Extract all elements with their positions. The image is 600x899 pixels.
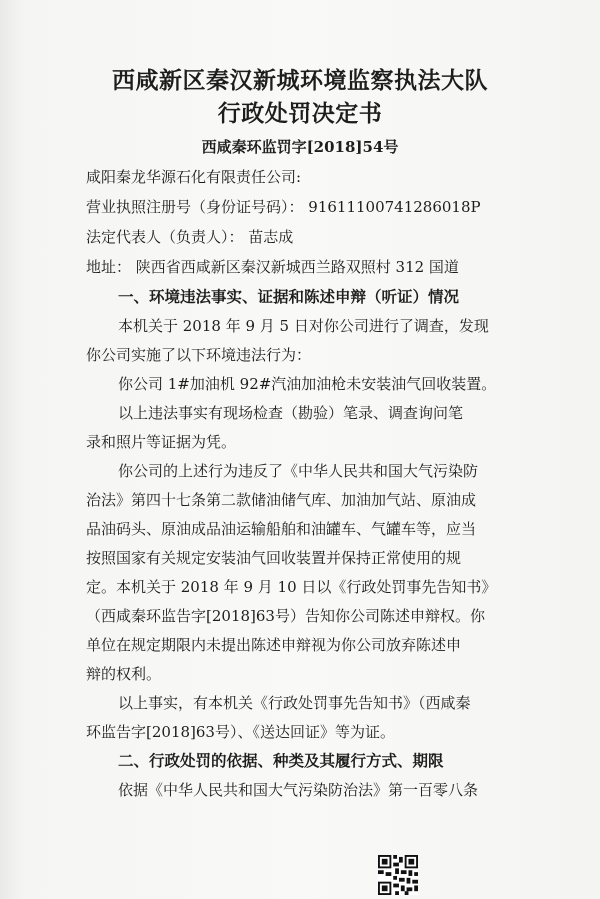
- paragraph-line: 按照国家有关规定安装油气回收装置并保持正常使用的规: [86, 549, 462, 567]
- paragraph-line: 你公司 1#加油机 92#汽油加油枪未安装油气回收装置。: [118, 375, 497, 393]
- paragraph-line: 你公司实施了以下环境违法行为：: [86, 346, 312, 364]
- paragraph-line: （西咸秦环监告字[2018]63号）告知你公司陈述申辩权。你: [86, 607, 485, 625]
- paragraph-line: 定。本机关于 2018 年 9 月 10 日以《行政处罚事先告知书》: [86, 578, 497, 596]
- party-license: 营业执照注册号（身份证号码）： 91611100741286018P: [86, 198, 481, 216]
- paragraph-line: 环监告字[2018]63号）、《送达回证》等为证。: [86, 723, 395, 741]
- party-address: 地址： 陕西省西咸新区秦汉新城西兰路双照村 312 国道: [86, 258, 459, 276]
- document-number: 西咸秦环监罚字[2018]54号: [201, 138, 399, 156]
- paragraph-line: 单位在规定期限内未提出陈述申辩视为你公司放弃陈述申: [86, 636, 462, 654]
- paragraph-line: 品油码头、原油成品油运输船舶和油罐车、气罐车等，应当: [86, 520, 477, 538]
- paragraph-line: 依据《中华人民共和国大气污染防治法》第一百零八条: [118, 781, 479, 799]
- paragraph-line: 本机关于 2018 年 9 月 5 日对你公司进行了调查，发现: [118, 317, 489, 335]
- paragraph-line: 以上违法事实有现场检查（勘验）笔录、调查询问笔: [118, 404, 464, 422]
- party-company: 咸阳秦龙华源石化有限责任公司:: [86, 168, 302, 186]
- document-subtitle: 行政处罚决定书: [217, 101, 383, 127]
- section2-heading: 二、行政处罚的依据、种类及其履行方式、期限: [118, 752, 444, 770]
- paragraph-line: 治法》第四十七条第二款储油储气库、加油加气站、原油成: [86, 491, 477, 509]
- paragraph-line: 你公司的上述行为违反了《中华人民共和国大气污染防: [118, 462, 479, 480]
- document-title: 西咸新区秦汉新城环境监察执法大队: [112, 68, 488, 94]
- qr-code-icon: [378, 855, 418, 895]
- party-representative: 法定代表人（负责人）： 苗志成: [86, 228, 294, 246]
- section1-heading: 一、环境违法事实、证据和陈述申辩（听证）情况: [118, 288, 460, 306]
- paragraph-line: 辩的权利。: [86, 665, 162, 683]
- paragraph-line: 以上事实，有本机关《行政处罚事先告知书》（西咸秦: [118, 694, 471, 712]
- paragraph-line: 录和照片等证据为凭。: [86, 433, 237, 451]
